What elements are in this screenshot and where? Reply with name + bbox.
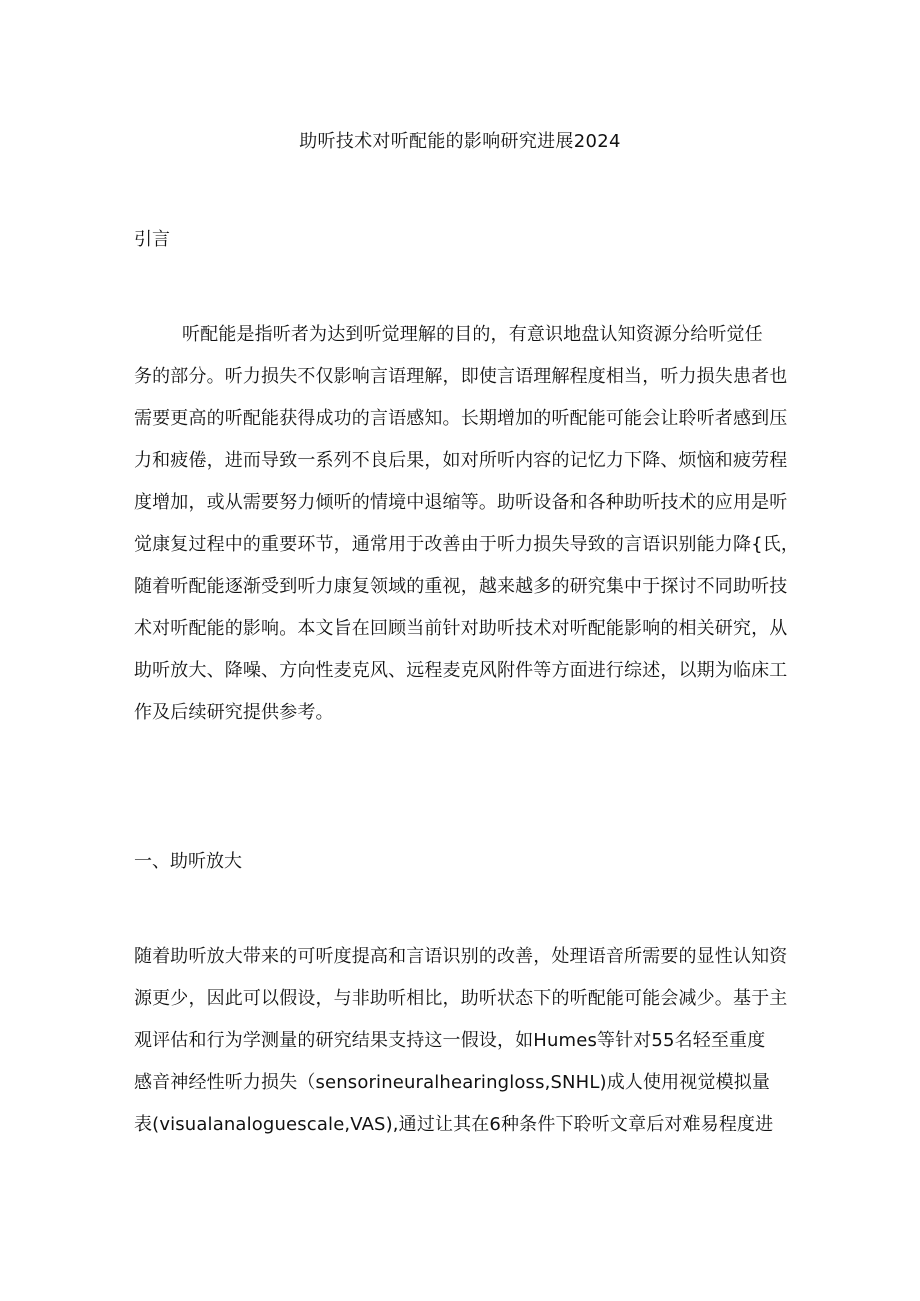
paragraph-line: 源更少，因此可以假设，与非助听相比，助听状态下的听配能可能会减少。基于主 (134, 988, 788, 1009)
paragraph-line: 随着听配能逐渐受到听力康复领域的重视，越来越多的研究集中于探讨不同助听技 (134, 576, 788, 597)
paragraph-line: 感音神经性听力损失（sensorineuralhearingloss,SNHL)成人使用视觉模拟量 (134, 1072, 771, 1093)
paragraph-line: 作及后续研究提供参考。 (134, 702, 334, 723)
document-title: 助听技术对听配能的影响研究进展2024 (299, 131, 621, 152)
paragraph-line: 表(visualanaloguescale,VAS),通过让其在6种条件下聆听文章后对难易程度进 (134, 1114, 774, 1135)
paragraph-line: 度增加，或从需要努力倾听的情境中退缩等。助听设备和各种助听技术的应用是听 (134, 492, 788, 513)
paragraph-line: 力和疲倦，进而导致一系列不良后果，如对所听内容的记忆力下降、烦恼和疲劳程 (134, 450, 788, 471)
paragraph-line: 随着助听放大带来的可听度提高和言语识别的改善，处理语音所需要的显性认知资 (134, 946, 788, 967)
paragraph-line: 观评估和行为学测量的研究结果支持这一假设，如Humes等针对55名轻至重度 (134, 1030, 766, 1051)
paragraph-line: 助听放大、降噪、方向性麦克风、远程麦克风附件等方面进行综述，以期为临床工 (134, 660, 788, 681)
paragraph-line: 需要更高的听配能获得成功的言语感知。长期增加的听配能可能会让聆听者感到压 (134, 408, 788, 429)
intro-heading: 引言 (134, 229, 170, 250)
intro-paragraph (134, 314, 799, 734)
paragraph-line: 听配能是指听者为达到听觉理解的目的，有意识地盘认知资源分给听觉任 (182, 324, 763, 345)
section1-heading: 一、助听放大 (134, 851, 242, 872)
paragraph-line: 术对听配能的影响。本文旨在回顾当前针对助听技术对听配能影响的相关研究，从 (134, 618, 788, 639)
paragraph-line: 务的部分。听力损失不仅影响言语理解，即使言语理解程度相当，听力损失患者也 (134, 366, 788, 387)
section1-paragraph (134, 936, 794, 1146)
paragraph-line: 觉康复过程中的重要环节，通常用于改善由于听力损失导致的言语识别能力降{氏， (134, 534, 799, 555)
